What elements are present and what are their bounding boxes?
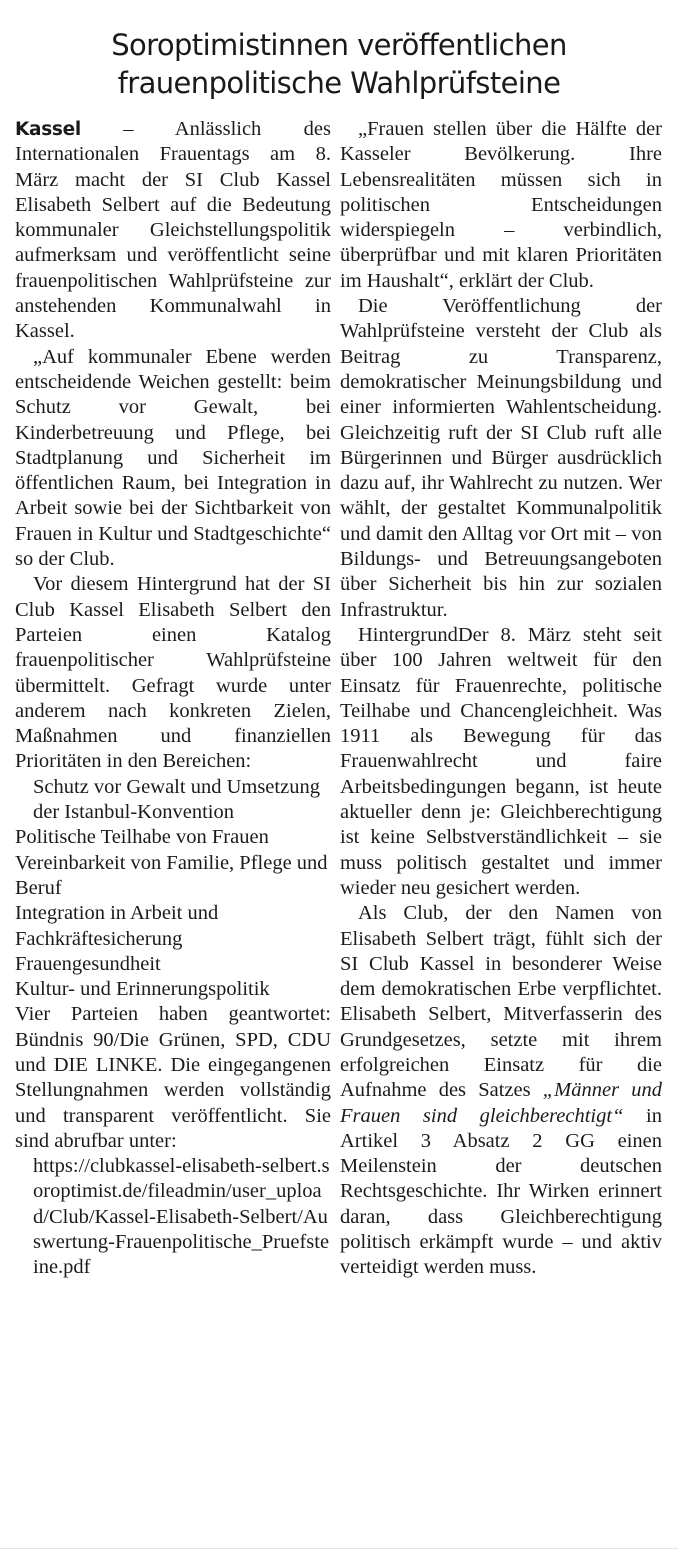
para6-text-b: in Artikel 3 Absatz 2 GG einen Meilenstein der deutschen Rechtsgeschichte. Ihr Wirken erinnert daran, dass Gleichberechtigung politisch erkämpft wurde – und aktiv verteidigt werden muss. (340, 1104, 662, 1279)
dateline: Kassel (15, 119, 81, 140)
list-item: Schutz vor Gewalt und Umsetzung der Istanbul-Konvention (33, 775, 320, 824)
list-item: Frauengesundheit (15, 952, 161, 975)
body-paragraph-2: Vor diesem Hintergrund hat der SI Club Kassel Elisabeth Selbert den Parteien einen Katalog frauenpolitischer Wahlprüfsteine übermittelt. Gefragt wurde unter anderem nach konkreten Zielen, Maßnahmen und finanziellen Prioritäten in den Bereichen: (15, 573, 331, 773)
list-item: Kultur- und Erinnerungspolitik (15, 978, 270, 1001)
selbert-quote: „Männer und Frauen sind gleichberechtigt“ (340, 1079, 662, 1127)
list-item: Politische Teilhabe von Frauen (15, 826, 269, 849)
quote-paragraph-1: „Auf kommunaler Ebene werden entscheidende Weichen gestellt: beim Schutz vor Gewalt, bei Kinderbetreuung und Pflege, bei Stadtplanung und Sicherheit im öffentlichen Raum, bei Integration in Arbeit sowie bei der Sichtbarkeit von Frauen in Kultur und Stadtgeschichte“ so der Club. (15, 345, 331, 571)
topics-list (15, 775, 331, 1003)
headline (0, 26, 678, 102)
list-item: Integration in Arbeit und Fachkräftesicherung (15, 902, 219, 950)
quote-paragraph-2: „Frauen stellen über die Hälfte der Kasseler Bevölkerung. Ihre Lebensrealitäten müssen sich in politischen Entscheidungen widerspiegeln – verbindlich, überprüfbar und mit klaren Prioritäten im Haushalt“, erklärt der Club. (340, 118, 662, 292)
bottom-divider (0, 1548, 678, 1549)
intro-paragraph (15, 117, 331, 345)
body-paragraph-6 (340, 901, 662, 1280)
list-item: Vereinbarkeit von Familie, Pflege und Beruf (15, 851, 328, 899)
para6-text-a: Als Club, der den Namen von Elisabeth Selbert trägt, fühlt sich der SI Club Kassel in besonderer Weise dem demokratischen Erbe verpflichtet. Elisabeth Selbert, Mitverfasserin des Grundgesetzes, setzte mit ihrem erfolgreichen Einsatz für die Aufnahme des Satzes (340, 902, 662, 1102)
background-paragraph: HintergrundDer 8. März steht seit über 100 Jahren weltweit für den Einsatz für Frauenrechte, politische Teilhabe und Chancengleichheit. Was 1911 als Bewegung für das Frauenwahlrecht und faire Arbeitsbedingungen begann, ist heute aktueller denn je: Gleichberechtigung ist keine Selbstverständlichkeit – sie muss politisch gestaltet und immer wieder neu gesichert werden. (340, 623, 662, 899)
body-paragraph-4: Die Veröffentlichung der Wahlprüfsteine versteht der Club als Beitrag zu Transparenz, demokratischer Meinungsbildung und einer informierten Wahlentscheidung. Gleichzeitig ruft der SI Club ruft alle Bürgerinnen und Bürger ausdrücklich dazu auf, ihr Wahlrecht zu nutzen. Wer wählt, der gestaltet Kommunalpolitik und damit den Alltag vor Ort mit – von Bildungs- und Betreuungsangeboten über Sicherheit bis hin zur sozialen Infrastruktur. (340, 295, 662, 621)
headline-line-1: Soroptimistinnen veröffentlichen (111, 28, 567, 62)
column-right (340, 117, 662, 1281)
headline-line-2: frauenpolitische Wahlprüfsteine (117, 66, 561, 100)
body-paragraph-3: Vier Parteien haben geantwortet: Bündnis 90/Die Grünen, SPD, CDU und DIE LINKE. Die eingegangenen Stellungnahmen werden vollständig und transparent veröffentlicht. Sie sind abrufbar unter: (15, 1003, 331, 1152)
column-left (15, 117, 331, 1281)
pdf-link[interactable]: https://clubkassel-elisabeth-selbert.soroptimist.de/fileadmin/user_upload/Club/Kassel-Elisabeth-Selbert/Auswertung-Frauenpolitische_Pruefsteine.pdf (33, 1155, 330, 1279)
intro-text: – Anlässlich des Internationalen Frauentags am 8. März macht der SI Club Kassel Elisabeth Selbert auf die Bedeutung kommunaler Gleichstellungspolitik aufmerksam und veröffentlicht seine frauenpolitischen Wahlprüfsteine zur anstehenden Kommunalwahl in Kassel. (15, 118, 331, 343)
